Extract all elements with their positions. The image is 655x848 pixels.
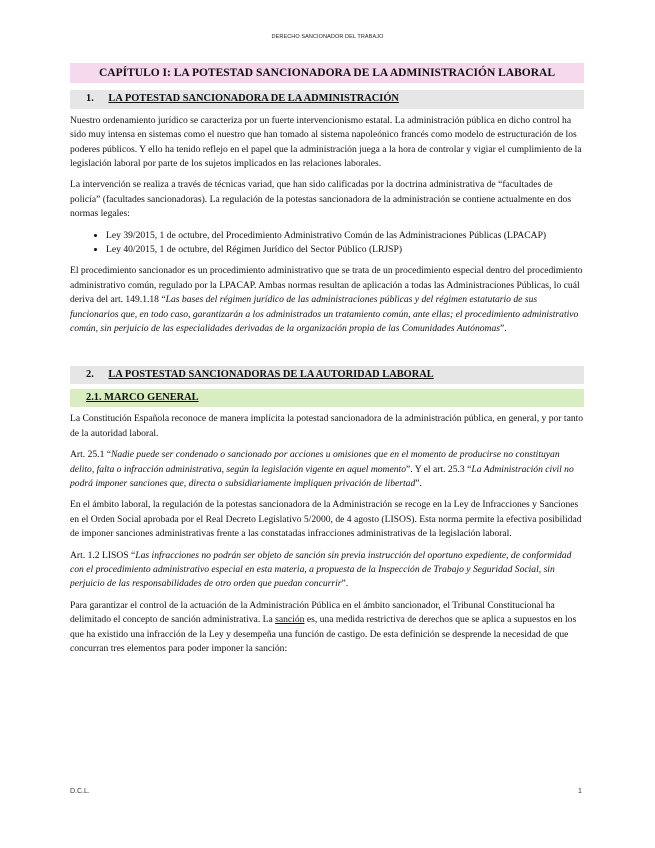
page-content: [70, 63, 584, 663]
footer-initials: D.C.L.: [70, 788, 90, 795]
section-1-heading: [70, 90, 584, 108]
list-item: • Ley 40/2015, 1 de octubre, del Régimen Jurídico del Sector Público (LRJSP): [106, 243, 584, 257]
paragraph: Nuestro ordenamiento jurídico se caracteriza por un fuerte intervencionismo estatal. La administración pública en dicho control ha sido muy intensa en sistemas como el nuestro que han tomado al sistema napoleónico francés como modelo de estructuración de los poderes públicos. Y ello ha tenido reflejo en el papel que la administración juega a la hora de controlar y vigiar el cumplimiento de la legislación laboral por parte de los sujetos implicados en las relaciones laborales.: [70, 114, 582, 170]
page-number: 1: [578, 788, 582, 795]
text-run: Art. 25.1 “: [70, 449, 112, 461]
section-1-number: 1.: [86, 93, 94, 105]
paragraph: La Constitución Española reconoce de manera implícita la potestad sancionadora de la administración pública, en general, y por tanto de la autoridad laboral.: [70, 413, 584, 439]
subsection-2-1-heading: [70, 389, 584, 407]
section-1-title: LA POTESTAD SANCIONADORA DE LA ADMINISTRACIÓN: [108, 93, 399, 105]
paragraph: [70, 448, 584, 491]
underlined-term: sanción: [275, 614, 305, 626]
list-item: • Ley 39/2015, 1 de octubre, del Procedimiento Administrativo Común de las Administraciones Públicas (LPACAP): [106, 229, 584, 243]
chapter-title: CAPÍTULO I: LA POTESTAD SANCIONADORA DE LA ADMINISTRACIÓN LABORAL: [70, 63, 584, 83]
section-2-number: 2.: [86, 368, 94, 380]
paragraph: En el ámbito laboral, la regulación de la potestas sancionadora de la Administración se recoge en la Ley de Infracciones y Sanciones en el Orden Social aprobada por el Real Decreto Legislativo 5/2000, de 4 agosto (LISOS). Esta norma permite la efectiva posibilidad de imponer sanciones administrativas frente a las constatadas infracciones administrativas de la legislación laboral.: [70, 499, 582, 540]
quote-text: Nadie puede ser condenado o sancionado por acciones u omisiones que en el momento de producirse no constituyan delito, falta o infracción administrativa, según la legislación vigente en aquel momento: [70, 449, 560, 475]
subsection-2-1-title: 2.1. MARCO GENERAL: [86, 391, 199, 403]
quote-text: Las bases del régimen jurídico de las administraciones públicas y del régimen estatutario de sus funcionarios que, en todo caso, garantizarán a los administrados un tratamiento común, ante ellas; el procedimiento administrativo común, sin perjuicio de las especialidades derivadas de la organización propia de las Comunidades Autónomas: [70, 294, 579, 335]
quote-text: Las infracciones no podrán ser objeto de sanción sin previa instrucción del oportuno expediente, de conformidad con el procedimiento administrativo especial en esta materia, a propuesta de la Inspección de Trabajo y Seguridad Social, sin perjuicio de las responsabilidades de otro orden que puedan concurrir: [70, 549, 572, 590]
text-run: El procedimiento sancionador es un procedimiento administrativo que se trata de un procedimiento especial dentro del procedimiento administrativo común, regulado por la LPACAP. Ambas normas resultan de aplicación a todas las Administraciones Públicas, lo cuál deriva del art. 149.1.18 “: [70, 265, 583, 306]
quote-text: La Administración civil no podrá imponer sanciones que, directa o subsidiariamente impliquen privación de libertad: [70, 463, 574, 489]
text-run: Art. 1.2 LISOS “: [70, 549, 136, 561]
text-run: ”. Y el art. 25.3 “: [406, 463, 472, 475]
text-run: Para garantizar el control de la actuación de la Administración Pública en el ámbito sancionador, el Tribunal Constitucional ha delimitado el concepto de sanción administrativa. La: [70, 599, 555, 626]
running-header: DERECHO SANCIONADOR DEL TRABAJO: [271, 34, 384, 40]
paragraph: [70, 264, 584, 336]
paragraph: [70, 549, 584, 592]
paragraph: [70, 599, 584, 657]
text-run: ”.: [341, 578, 349, 590]
section-2-heading: [70, 366, 584, 384]
text-run: ”.: [415, 477, 422, 489]
text-run: es, una medida restrictiva de derechos que se aplica a supuestos en los que ha existido una infracción de la Ley y desempeña una función de castigo. De esta definición se desprende la necesidad de que concurran tres elementos para poder imponer la sanción:: [70, 614, 577, 654]
text-run: ”.: [500, 323, 507, 335]
law-list: [70, 229, 584, 258]
paragraph: La intervención se realiza a través de técnicas variad, que han sido calificadas por la doctrina administrativa de “facultades de policía” (facultades sancionadoras). La regulación de la potestas sancionadora de la administración se contiene actualmente en dos normas legales:: [70, 179, 572, 220]
section-2-title: LA POSTESTAD SANCIONADORAS DE LA AUTORIDAD LABORAL: [108, 368, 434, 380]
